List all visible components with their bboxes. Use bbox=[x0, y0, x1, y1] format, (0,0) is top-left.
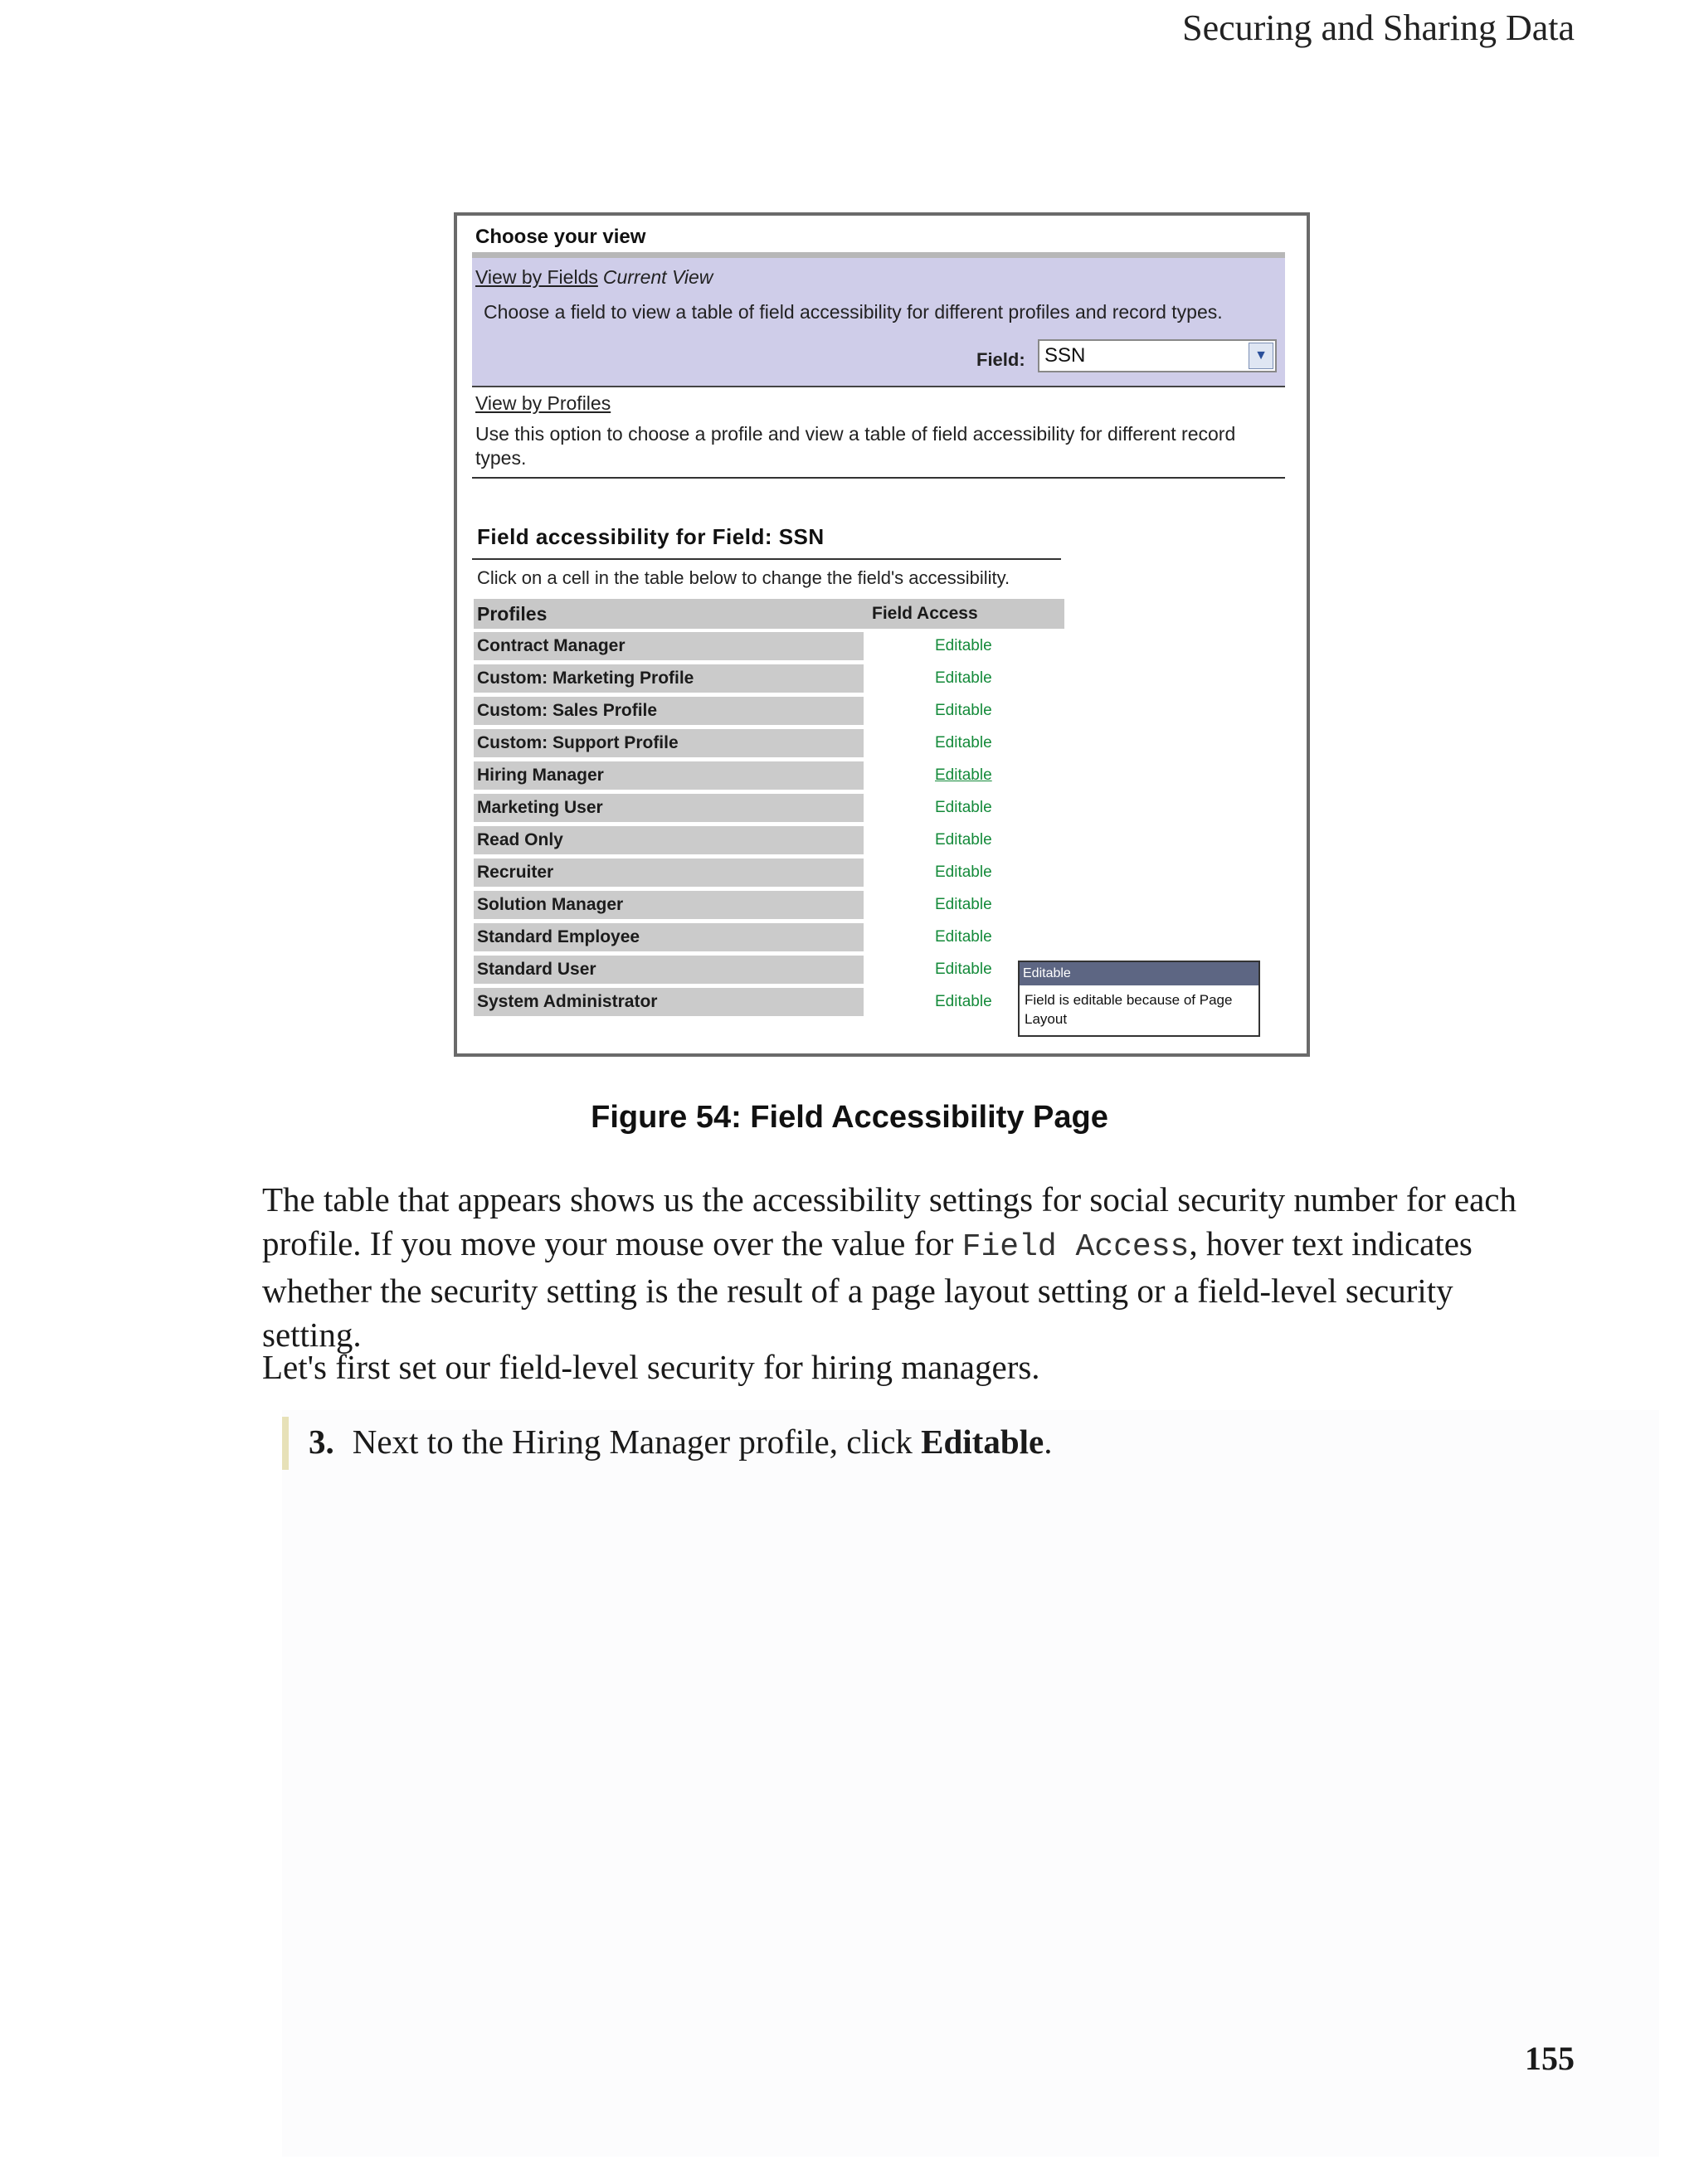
field-access-cell[interactable]: Editable bbox=[935, 928, 992, 946]
table-row bbox=[472, 889, 1064, 922]
body-paragraph-2: Let's first set our field-level security for hiring managers. bbox=[262, 1348, 1040, 1386]
field-accessibility-title: Field accessibility for Field: SSN bbox=[477, 524, 825, 549]
paragraph-text: , hover text indicates whether the security setting is the result of a page layout setting or a field-level security setting. bbox=[262, 1224, 1473, 1354]
screenshot-figure bbox=[454, 212, 1310, 1057]
view-by-profiles-description: Use this option to choose a profile and view a table of field accessibility for different record types. bbox=[475, 423, 1236, 469]
field-access-cell[interactable]: Editable bbox=[935, 896, 992, 913]
field-access-cell[interactable]: Editable bbox=[935, 831, 992, 849]
profile-cell: Custom: Support Profile bbox=[474, 729, 864, 757]
choose-view-title: Choose your view bbox=[475, 226, 646, 248]
field-access-cell[interactable]: Editable bbox=[935, 734, 992, 752]
step-text: Next to the Hiring Manager profile, click bbox=[352, 1423, 922, 1461]
field-access-cell[interactable]: Editable bbox=[935, 863, 992, 881]
tooltip-title: Editable bbox=[1020, 962, 1258, 985]
current-view-label: Current View bbox=[602, 266, 713, 288]
table-row bbox=[472, 760, 1064, 792]
page-background bbox=[282, 1410, 1659, 2157]
header-divider bbox=[472, 252, 1285, 258]
profile-cell: Standard Employee bbox=[474, 923, 864, 951]
instruction-step bbox=[282, 1417, 1443, 1470]
field-access-cell[interactable]: Editable bbox=[935, 799, 992, 816]
view-by-profiles-link[interactable]: View by Profiles bbox=[475, 392, 611, 414]
profile-cell: Standard User bbox=[474, 956, 864, 984]
view-by-fields-panel bbox=[472, 258, 1285, 387]
profile-cell: Solution Manager bbox=[474, 891, 864, 919]
field-access-cell[interactable]: Editable bbox=[935, 669, 992, 687]
table-row bbox=[472, 824, 1064, 857]
profile-cell: Custom: Sales Profile bbox=[474, 697, 864, 725]
view-by-fields-row bbox=[475, 266, 713, 289]
view-by-fields-description: Choose a field to view a table of field accessibility for different profiles and record types. bbox=[484, 301, 1223, 323]
running-head: Securing and Sharing Data bbox=[1182, 7, 1575, 48]
inline-code: Field Access bbox=[961, 1229, 1190, 1265]
field-access-cell-hiring-manager[interactable]: Editable bbox=[935, 766, 992, 784]
paragraph-text: The table that appears shows us the accessibility settings for social security number for each profile. If you move your mouse over the value for bbox=[262, 1180, 1516, 1262]
tooltip-body: Field is editable because of Page Layout bbox=[1025, 992, 1233, 1027]
field-access-column-header: Field Access bbox=[869, 599, 1064, 629]
table-row bbox=[472, 630, 1064, 663]
profile-cell: System Administrator bbox=[474, 988, 864, 1016]
field-access-cell[interactable]: Editable bbox=[935, 961, 992, 978]
table-row bbox=[472, 922, 1064, 954]
profile-cell: Custom: Marketing Profile bbox=[474, 664, 864, 693]
profile-cell: Read Only bbox=[474, 826, 864, 854]
step-text-end: . bbox=[1044, 1423, 1053, 1461]
step-number: 3. bbox=[309, 1423, 334, 1461]
table-row bbox=[472, 986, 1064, 1019]
field-access-table bbox=[472, 599, 1064, 1019]
field-access-cell[interactable]: Editable bbox=[935, 993, 992, 1010]
table-row bbox=[472, 857, 1064, 889]
table-row bbox=[472, 954, 1064, 986]
title-divider bbox=[472, 558, 1061, 560]
field-label: Field: bbox=[976, 349, 1025, 370]
profile-cell: Hiring Manager bbox=[474, 761, 864, 790]
field-access-cell[interactable]: Editable bbox=[935, 702, 992, 719]
field-select[interactable] bbox=[1038, 339, 1277, 372]
table-row bbox=[472, 727, 1064, 760]
field-select-value: SSN bbox=[1044, 344, 1086, 367]
profile-cell: Marketing User bbox=[474, 794, 864, 822]
table-row bbox=[472, 695, 1064, 727]
hover-tooltip bbox=[1018, 961, 1260, 1037]
table-row bbox=[472, 663, 1064, 695]
table-instruction: Click on a cell in the table below to change the field's accessibility. bbox=[477, 567, 1010, 588]
profiles-column-header: Profiles bbox=[474, 599, 869, 629]
view-by-profiles-panel bbox=[472, 386, 1285, 479]
body-paragraph-1 bbox=[262, 1178, 1540, 1357]
profile-cell: Contract Manager bbox=[474, 632, 864, 660]
step-bold-term: Editable bbox=[921, 1423, 1044, 1461]
field-access-cell[interactable]: Editable bbox=[935, 637, 992, 654]
chevron-down-icon[interactable]: ▼ bbox=[1249, 343, 1273, 369]
page-number: 155 bbox=[1525, 2040, 1575, 2077]
figure-caption: Figure 54: Field Accessibility Page bbox=[591, 1100, 1108, 1135]
table-header bbox=[472, 599, 1064, 630]
table-row bbox=[472, 792, 1064, 824]
view-by-fields-link[interactable]: View by Fields bbox=[475, 266, 598, 288]
profile-cell: Recruiter bbox=[474, 859, 864, 887]
